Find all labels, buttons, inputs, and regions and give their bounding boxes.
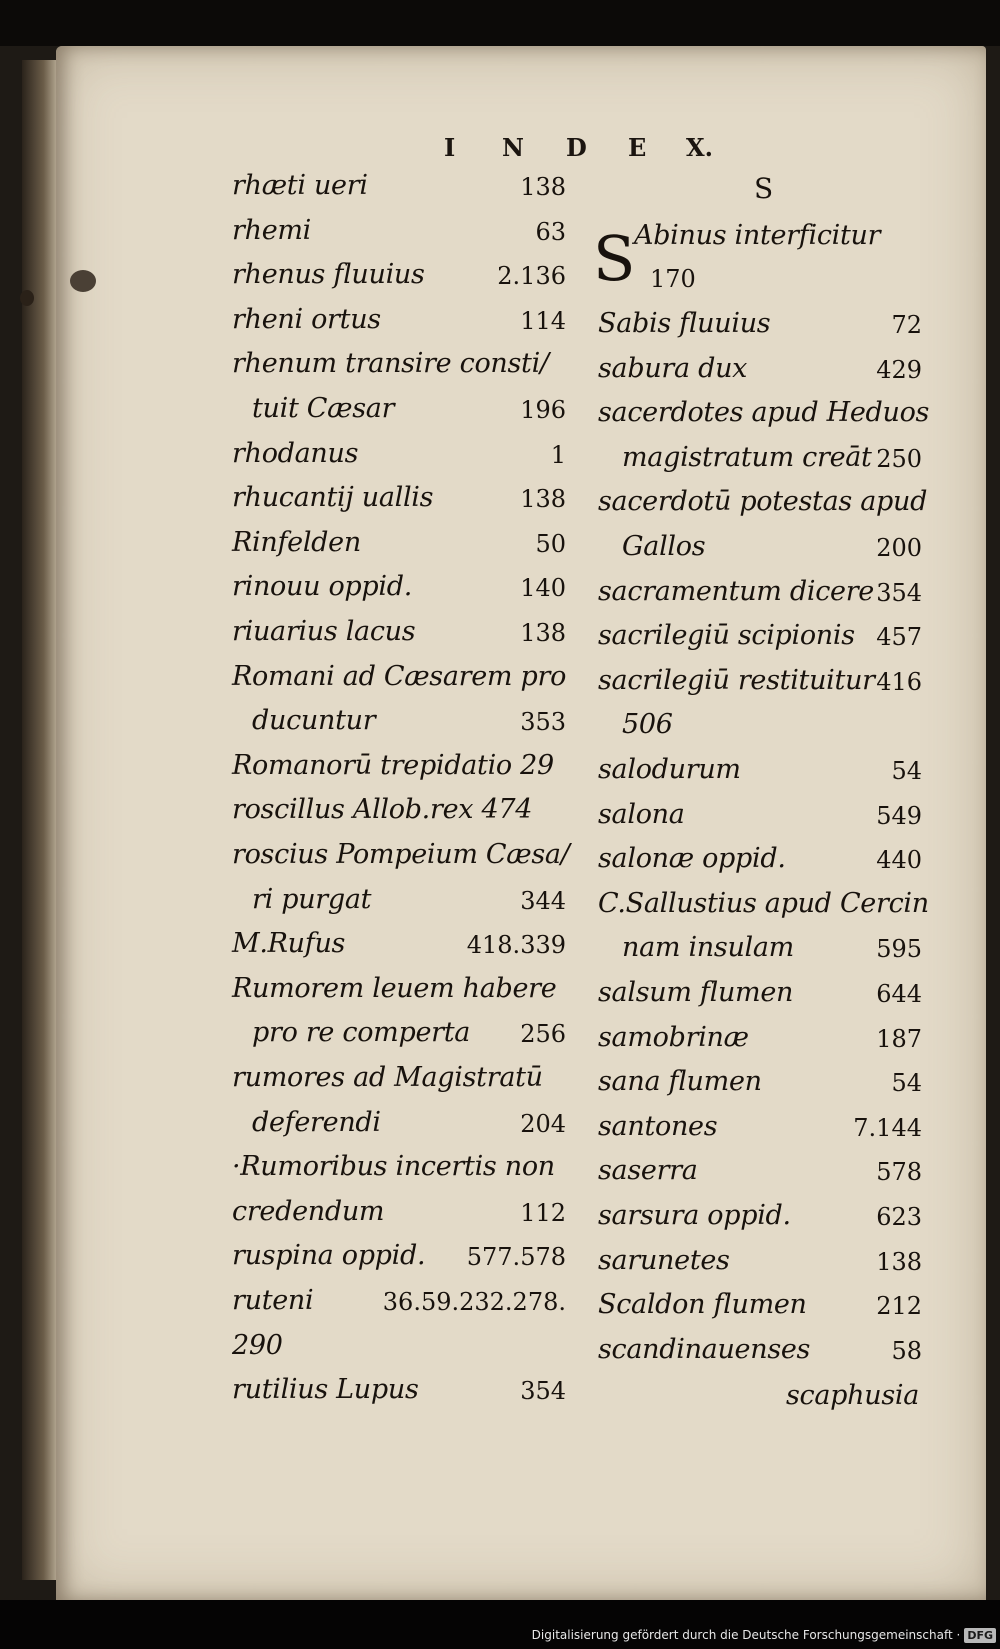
index-entry: Sabis fluuius: [598, 308, 771, 339]
index-number: 204: [520, 1109, 566, 1138]
index-number: 416: [876, 667, 922, 696]
index-entry: ruteni: [232, 1285, 314, 1316]
index-entry: rhenus fluuius: [232, 259, 425, 291]
index-entry: deferendi: [252, 1106, 381, 1138]
page-stain: [20, 290, 34, 306]
index-entry: magistratum creāt: [622, 441, 872, 473]
index-entry: rhucantij uallis: [232, 482, 434, 514]
index-entry: santones: [598, 1110, 718, 1142]
index-number: 140: [520, 574, 566, 603]
index-entry: sabura dux: [598, 352, 748, 384]
index-number: 54: [891, 757, 922, 785]
scan-frame-top: [0, 0, 1000, 46]
index-entry: rhenum transire consti/: [232, 348, 549, 380]
catchword: scaphusia: [786, 1380, 920, 1411]
index-number: 549: [876, 801, 922, 830]
index-entry: 290: [232, 1329, 283, 1361]
index-entry: C.Sallustius apud Cercin: [598, 887, 929, 919]
index-number: 623: [876, 1203, 922, 1231]
index-entry: M.Rufus: [232, 928, 346, 960]
index-entry: credendum: [232, 1195, 385, 1227]
index-number: 170: [650, 265, 696, 293]
page-edge: [22, 60, 58, 1580]
header-letter: N: [502, 133, 524, 162]
credit-text: Digitalisierung gefördert durch die Deutsche Forschungsgemeinschaft ·: [531, 1628, 961, 1642]
index-entry: riuarius lacus: [232, 616, 416, 647]
index-entry: roscius Pompeium Cæsa/: [232, 839, 570, 870]
header-letter: I: [444, 133, 456, 162]
index-entry: Romani ad Cæsarem pro: [232, 660, 567, 692]
index-number: 138: [520, 619, 566, 647]
index-number: 138: [520, 485, 566, 514]
index-entry: sarsura oppid.: [598, 1200, 791, 1231]
index-entry: saserra: [598, 1155, 698, 1187]
index-number: 354: [520, 1377, 566, 1406]
dfg-logo: DFG: [964, 1628, 996, 1643]
header-letter: X.: [686, 133, 713, 162]
index-entry: Romanorū trepidatio 29: [232, 749, 554, 781]
index-number: 256: [520, 1020, 566, 1049]
index-entry: 506: [622, 709, 673, 741]
index-entry: Scaldon flumen: [598, 1289, 807, 1321]
index-entry: sacrilegiū restituitur: [598, 664, 875, 696]
index-entry: salonæ oppid.: [598, 843, 786, 875]
index-entry: ri purgat: [252, 883, 372, 915]
index-number: 212: [876, 1292, 922, 1321]
index-number: 200: [876, 534, 922, 562]
digitization-credit: [532, 1628, 996, 1648]
index-entry: sacerdotū potestas apud: [598, 486, 928, 518]
index-number: 2.136: [497, 262, 566, 291]
index-entry: ruspina oppid.: [232, 1240, 426, 1272]
index-entry: ducuntur: [252, 705, 376, 737]
index-number: 1: [550, 440, 566, 469]
index-number: 187: [876, 1024, 922, 1053]
index-entry: sacerdotes apud Heduos: [598, 397, 930, 429]
index-number: 63: [535, 217, 566, 246]
index-number: 595: [876, 935, 922, 964]
index-entry: sana flumen: [598, 1066, 762, 1098]
index-entry: scandinauenses: [598, 1333, 811, 1365]
index-number: 344: [520, 886, 566, 915]
index-number: 354: [876, 578, 922, 607]
index-entry: salsum flumen: [598, 977, 794, 1008]
index-entry: salona: [598, 798, 685, 830]
index-entry: samobrinæ: [598, 1021, 749, 1053]
index-entry: rutilius Lupus: [232, 1374, 419, 1406]
page-stain: [70, 270, 96, 292]
index-entry: Rumorem leuem habere: [232, 972, 557, 1004]
index-number: 457: [876, 623, 922, 652]
index-entry: sacramentum dicere: [598, 575, 874, 607]
index-number: 54: [891, 1069, 922, 1098]
index-number: 50: [535, 529, 566, 558]
index-entry: rhemi: [232, 214, 312, 246]
index-number: 138: [520, 173, 566, 201]
index-number: 7.144: [853, 1113, 922, 1142]
index-number: 112: [520, 1198, 566, 1227]
index-entry: sacrilegiū scipionis: [598, 620, 855, 652]
index-entry: salodurum: [598, 754, 741, 785]
index-number: 429: [876, 355, 922, 384]
initial-capital: S: [593, 222, 636, 295]
index-entry: roscillus Allob.rex 474: [232, 794, 533, 826]
index-number: 58: [891, 1336, 922, 1365]
index-number: 114: [520, 306, 566, 335]
index-entry: rhodanus: [232, 437, 359, 469]
index-entry: nam insulam: [622, 932, 794, 964]
header-letter: E: [628, 133, 647, 162]
index-number: 644: [876, 980, 922, 1008]
index-entry: ·Rumoribus incertis non: [232, 1151, 555, 1183]
index-entry: rumores ad Magistratū: [232, 1062, 543, 1093]
index-entry: rinouu oppid.: [232, 571, 412, 603]
index-number: 196: [520, 396, 566, 424]
index-number: 440: [876, 846, 922, 875]
index-number: 418.339: [466, 931, 566, 960]
index-number: 36.59.232.278.: [382, 1288, 566, 1316]
index-number: 353: [520, 708, 566, 737]
index-entry: Abinus interficitur: [634, 220, 881, 251]
index-number: 72: [891, 311, 922, 339]
index-entry: tuit Cæsar: [252, 393, 395, 424]
index-entry: rhæti ueri: [232, 170, 368, 201]
header-letter: D: [566, 133, 587, 162]
section-heading: S: [754, 172, 774, 205]
index-entry: sarunetes: [598, 1244, 730, 1276]
index-number: 138: [876, 1247, 922, 1276]
index-entry: Gallos: [622, 531, 706, 562]
index-number: 578: [876, 1158, 922, 1187]
index-entry: Rinfelden: [232, 526, 361, 558]
index-number: 250: [876, 444, 922, 473]
index-number: 577.578: [466, 1243, 566, 1272]
index-entry: pro re comperta: [252, 1017, 471, 1049]
index-entry: rheni ortus: [232, 303, 381, 335]
